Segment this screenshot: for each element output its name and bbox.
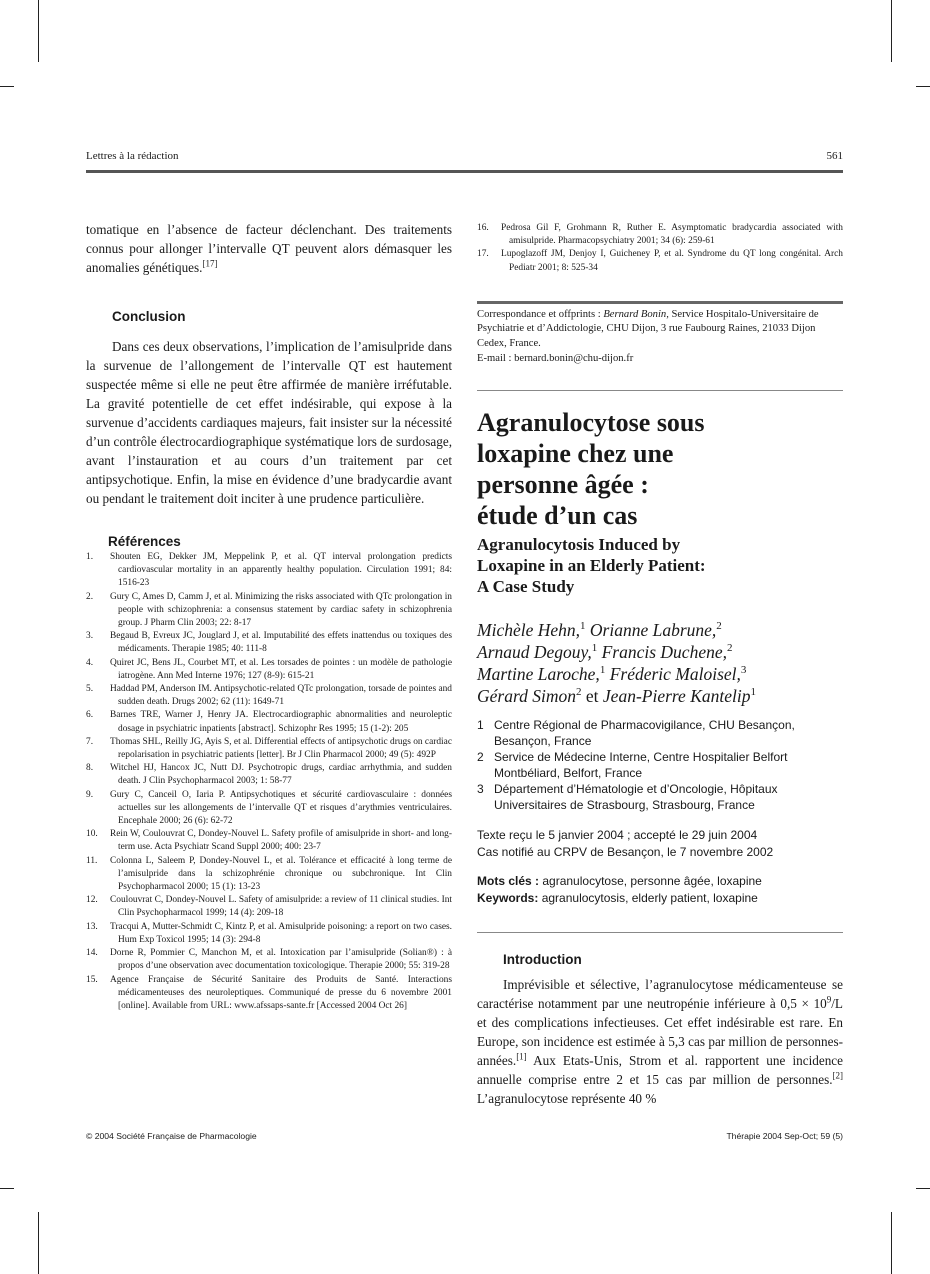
- conclusion-heading: Conclusion: [112, 309, 186, 324]
- affiliation-number: 2: [477, 750, 484, 765]
- reference-number: 9.: [86, 789, 94, 800]
- author-list: [477, 619, 843, 707]
- reference-number: 8.: [86, 763, 94, 774]
- running-header: [86, 150, 843, 166]
- keywords: [477, 873, 843, 907]
- reference-number: 12.: [86, 895, 98, 906]
- crop-mark: [38, 0, 39, 62]
- page-number: 561: [826, 150, 843, 162]
- affiliation-number: 3: [477, 782, 484, 797]
- right-column: [477, 222, 843, 1108]
- reference-text: Colonna L, Saleem P, Dondey-Nouvel L, et al. Tolérance et efficacité à long terme de l’amisulpride dans la schizophrénie chronique ou subchronique. Int Clin Psychopharmacol 2000; 15 (1): 13-23: [110, 855, 452, 893]
- dates: [477, 827, 843, 861]
- author-affiliation-marker: 1: [591, 642, 598, 655]
- subtitle-line: A Case Study: [477, 577, 575, 597]
- reference-number: 13.: [86, 921, 98, 932]
- reference-text: Pedrosa Gil F, Grohmann R, Ruther E. Asymptomatic bradycardia associated with amisulpride. Pharmacopsychiatry 2001; 34 (6): 259-61: [501, 223, 843, 247]
- crop-mark: [916, 1188, 930, 1189]
- article-title: [477, 407, 843, 531]
- reference-text: Quiret JC, Bens JL, Courbet MT, et al. Les torsades de pointes : un modèle de pathologie iatrogène. Ann Med Interne 1976; 127 (8-9): 615-21: [110, 657, 452, 681]
- reference-item: [86, 947, 452, 973]
- reference-text: Witchel HJ, Hancox JC, Nutt DJ. Psychotropic drugs, cardiac arrhythmia, and sudden death. J Clin Psychopharmacol 2003; 1: 58-77: [110, 763, 452, 787]
- left-column: [86, 220, 452, 1013]
- author-affiliation-marker: 3: [740, 664, 747, 677]
- reference-text: Gury C, Ames D, Camm J, et al. Minimizing the risks associated with QTc prolongation in people with schizophrenia: a consensus statement by cardiac safety in schizophrenia group. J Pharm Clin 2003; 22: 8-17: [110, 591, 452, 629]
- author-name: Michèle Hehn,: [477, 620, 581, 641]
- keywords-fr: agranulocytose, personne âgée, loxapine: [542, 874, 762, 889]
- conclusion-paragraph: Dans ces deux observations, l’implication de l’amisulpride dans la survenue de l’allongement de l’intervalle QT est hautement suspectée même si elle ne peut être affirmée de manière irréfutable. La gravité potentielle de cet effet indésirable, qui expose à la survenue d’accidents cardiaques majeurs, fait insister sur la nécessité d’un contrôle électrocardiographique systématique lors de surdosage, avant l’instauration et au cours d’un traitement par cet antipsychotique. Enfin, la mise en évidence d’une bradycardie avant ou pendant le traitement doit inciter à une prudence particulière.: [86, 339, 452, 506]
- reference-number: 17.: [477, 249, 489, 260]
- affiliation-text: Département d’Hématologie et d’Oncologie, Hôpitaux Universitaires de Strasbourg, Strasbourg, France: [494, 782, 778, 813]
- reference-number: 6.: [86, 710, 94, 721]
- author-affiliation-marker: 1: [750, 686, 756, 699]
- reference-text: Thomas SHL, Reilly JG, Ayis S, et al. Differential effects of antipsychotic drugs on cardiac repolarisation in psychiatric patients [letter]. Br J Clin Pharmacol 2000; 49 (5): 492P: [110, 736, 452, 761]
- correspondence-block: [477, 308, 843, 366]
- author-conjunction: et: [585, 686, 599, 707]
- reference-text: Gury C, Canceil O, Iaria P. Antipsychotiques et sécurité cardiovasculaire : données actuelles sur les allongements de l’intervalle QT et risques d’arythmies ventriculaires. Encephale 2000; 26 (6): 62-72: [110, 789, 452, 827]
- reference-text: Coulouvrat C, Dondey-Nouvel L. Safety of amisulpride: a review of 11 clinical studies. Int Clin Psychopharmacol 1999; 14 (4): 209-18: [110, 895, 452, 919]
- reference-number: 14.: [86, 948, 98, 959]
- correspondence-rule: [477, 301, 843, 304]
- author-affiliation-marker: 2: [726, 642, 733, 655]
- crop-mark: [38, 1212, 39, 1274]
- reference-item: [86, 855, 452, 895]
- continuation-paragraph: [86, 220, 452, 277]
- reference-item: [86, 974, 452, 1014]
- affiliation-list: [477, 717, 843, 813]
- reference-number: 1.: [86, 552, 94, 562]
- reference-text: Rein W, Coulouvrat C, Dondey-Nouvel L. Safety profile of amisulpride in short- and long-term use. Acta Psychiatr Scand Suppl 2000; 400: 23-7: [110, 829, 452, 853]
- reference-text: Shouten EG, Dekker JM, Meppelink P, et al. QT interval prolongation predicts cardiovascular mortality in an apparently healthy population. Circulation 1991; 84: 1516-23: [110, 552, 452, 589]
- reference-number: 16.: [477, 223, 489, 233]
- reference-text: Haddad PM, Anderson IM. Antipsychotic-related QTc prolongation, torsade de pointes and sudden death. Drugs 2002; 62 (11): 1649-71: [110, 684, 452, 708]
- author-name: Orianne Labrune,: [589, 620, 717, 641]
- citation: [17]: [202, 258, 218, 269]
- reference-number: 10.: [86, 829, 98, 840]
- section-name: Lettres à la rédaction: [86, 150, 179, 162]
- correspondence-address: Service Hospitalo-Universitaire de Psychiatrie et d’Addictologie, CHU Dijon, 3 rue Faubourg Raines, 21033 Dijon Cedex, France.: [477, 308, 819, 349]
- affiliation-item: [477, 717, 843, 749]
- author-name: Jean-Pierre Kantelip: [602, 686, 751, 707]
- reference-text: Barnes TRE, Warner J, Henry JA. Electrocardiographic abnormalities and neuroleptic dosage in psychiatric inpatients [abstract]. Schizophr Res 1995; 15 (1-2): 205: [110, 710, 452, 734]
- keywords-en-label: Keywords:: [477, 891, 539, 906]
- intro-text: Aux Etats-Unis, Strom et al. rapportent une incidence annuelle comprise entre 2 et 15 cas par million de personnes.: [477, 1053, 843, 1088]
- reference-number: 2.: [86, 591, 94, 602]
- reference-number: 7.: [86, 736, 94, 747]
- received-date: Texte reçu le 5 janvier 2004 ; accepté le 29 juin 2004: [477, 828, 758, 843]
- reference-number: 4.: [86, 657, 94, 668]
- citation: [2]: [832, 1070, 843, 1081]
- reference-item: [86, 709, 452, 735]
- author-affiliation-marker: 1: [599, 664, 606, 677]
- reference-item: [86, 657, 452, 683]
- crop-mark: [891, 1212, 892, 1274]
- keywords-en: agranulocytosis, elderly patient, loxapine: [541, 891, 758, 906]
- reference-item: [86, 921, 452, 947]
- reference-number: 11.: [86, 855, 98, 866]
- subtitle-line: Loxapine in an Elderly Patient:: [477, 556, 706, 576]
- notification-date: Cas notifié au CRPV de Besançon, le 7 novembre 2002: [477, 845, 774, 860]
- author-name: Martine Laroche,: [477, 664, 600, 685]
- crop-mark: [916, 86, 930, 87]
- author-name: Fréderic Maloisel,: [609, 664, 741, 685]
- exponent: 9: [826, 994, 832, 1005]
- header-rule: [86, 170, 843, 173]
- reference-text: Dorne R, Pommier C, Manchon M, et al. Intoxication par l’amisulpride (Solian®) : à propos d’une observation avec documentation toxicologique. Therapie 2000; 55: 319-28: [110, 948, 452, 972]
- intro-separator: [477, 932, 843, 933]
- footer-copyright: © 2004 Société Française de Pharmacologie: [86, 1131, 257, 1141]
- reference-number: 15.: [86, 974, 98, 985]
- reference-item: [86, 894, 452, 920]
- reference-item: [86, 828, 452, 854]
- title-line: Agranulocytose sous: [477, 408, 705, 438]
- affiliation-text: Centre Régional de Pharmacovigilance, CHU Besançon, Besançon, France: [494, 718, 795, 749]
- author-name: Arnaud Degouy,: [477, 642, 592, 663]
- reference-item: [86, 736, 452, 762]
- intro-text: /L et des complications infectieuses. Cet effet indésirable est rare. En Europe, son incidence est estimée à 5,3 cas par million de personnes-années.: [477, 996, 843, 1069]
- intro-text: Imprévisible et sélective, l’agranulocytose médicamenteuse se caractérise notamment par une neutropénie inférieure à 0,5 × 10: [477, 977, 843, 1012]
- references-heading: Références: [108, 534, 181, 549]
- affiliation-item: [477, 749, 843, 781]
- reference-item: [477, 222, 843, 248]
- reference-text: Agence Française de Sécurité Sanitaire des Produits de Santé. Interactions médicamenteuses des neuroleptiques. Communiqué de presse du 6 novembre 2001 [online]. Available from URL: www.afssaps-sante.fr [Accessed 2004 Oct 26]: [110, 974, 452, 1011]
- introduction-heading: Introduction: [503, 952, 582, 968]
- intro-text: L’agranulocytose représente 40 %: [477, 1091, 657, 1107]
- author-name: Francis Duchene,: [601, 642, 727, 663]
- reference-item: [86, 789, 452, 829]
- article-subtitle-english: [477, 534, 843, 597]
- correspondence-name: Bernard Bonin,: [603, 308, 669, 320]
- keywords-fr-label: Mots clés :: [477, 874, 540, 889]
- introduction-paragraph: [477, 975, 843, 1108]
- crop-mark: [891, 0, 892, 62]
- footer-journal: Thérapie 2004 Sep-Oct; 59 (5): [726, 1131, 843, 1141]
- crop-mark: [0, 86, 14, 87]
- subtitle-line: Agranulocytosis Induced by: [477, 535, 681, 555]
- reference-number: 3.: [86, 631, 94, 642]
- reference-item: [86, 683, 452, 709]
- crop-mark: [0, 1188, 14, 1189]
- reference-list-continued: [477, 222, 843, 275]
- author-affiliation-marker: 1: [580, 620, 586, 633]
- correspondence-email: E-mail : bernard.bonin@chu-dijon.fr: [477, 352, 634, 364]
- article-separator: [477, 390, 843, 391]
- continuation-text: tomatique en l’absence de facteur déclenchant. Des traitements connus pour allonger l’intervalle QT peuvent alors démasquer les anomalies génétiques.: [86, 222, 452, 275]
- citation: [1]: [516, 1051, 527, 1062]
- affiliation-text: Service de Médecine Interne, Centre Hospitalier Belfort Montbéliard, Belfort, France: [494, 750, 788, 781]
- author-affiliation-marker: 2: [576, 686, 582, 699]
- reference-text: Lupoglazoff JM, Denjoy I, Guicheney P, et al. Syndrome du QT long congénital. Arch Pediatr 2001; 8: 525-34: [501, 249, 843, 273]
- reference-list: [86, 551, 452, 1013]
- title-line: loxapine chez une: [477, 439, 674, 469]
- reference-item: [86, 762, 452, 788]
- reference-text: Tracqui A, Mutter-Schmidt C, Kintz P, et al. Amisulpride poisoning: a report on two cases. Hum Exp Toxicol 1995; 14 (3): 294-8: [110, 921, 452, 945]
- reference-item: [86, 591, 452, 631]
- correspondence-label: Correspondance et offprints :: [477, 308, 601, 320]
- affiliation-item: [477, 781, 843, 813]
- title-line: personne âgée :: [477, 470, 649, 500]
- author-name: Gérard Simon: [477, 686, 577, 707]
- title-line: étude d’un cas: [477, 501, 638, 531]
- reference-number: 5.: [86, 684, 94, 695]
- reference-item: [477, 248, 843, 274]
- reference-item: [86, 551, 452, 591]
- affiliation-number: 1: [477, 718, 484, 733]
- reference-item: [86, 630, 452, 656]
- reference-text: Begaud B, Evreux JC, Jouglard J, et al. Imputabilité des effets inattendus ou toxiques des médicaments. Therapie 1985; 40: 111-8: [110, 631, 452, 655]
- author-affiliation-marker: 2: [716, 620, 722, 633]
